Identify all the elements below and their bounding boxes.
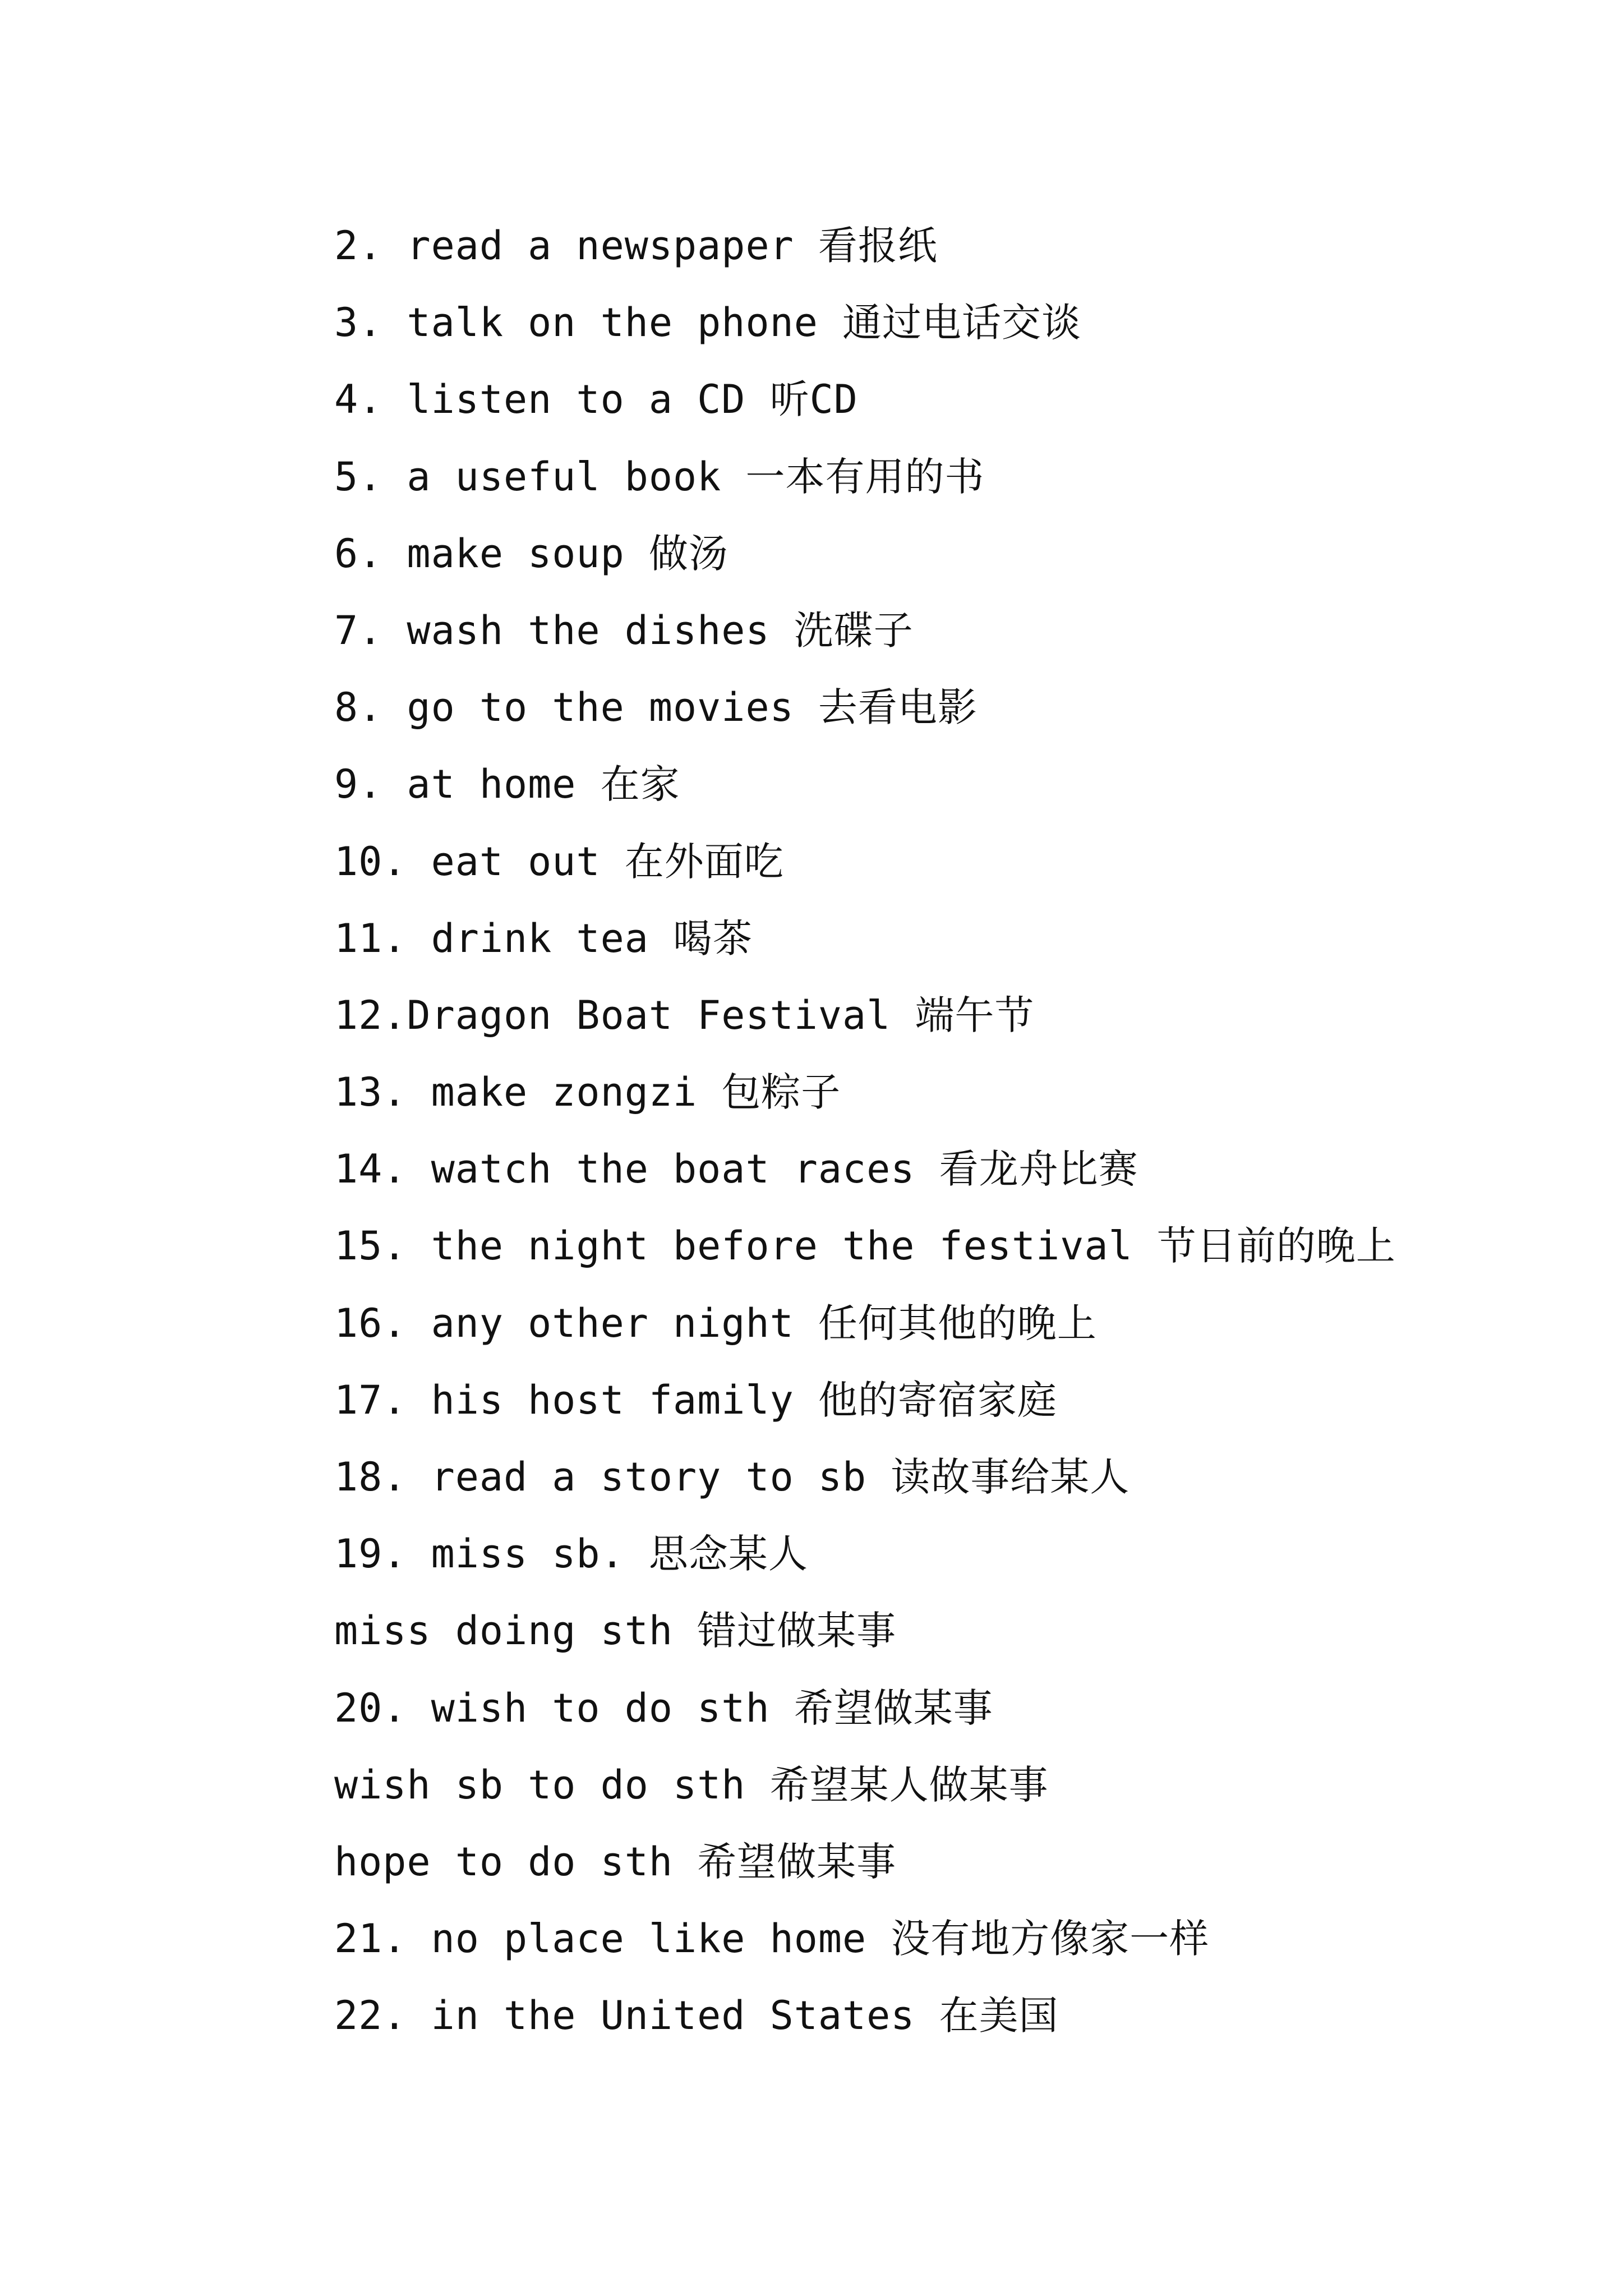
phrase-line: 2. read a newspaper 看报纸 <box>334 223 938 269</box>
phrase-line: 22. in the United States 在美国 <box>334 1993 1059 2039</box>
phrase-line: 10. eat out 在外面吃 <box>334 838 784 885</box>
phrase-line: 12.Dragon Boat Festival 端午节 <box>334 992 1035 1038</box>
phrase-line: 8. go to the movies 去看电影 <box>334 684 978 731</box>
phrase-line: 20. wish to do sth 希望做某事 <box>334 1685 993 1731</box>
phrase-line: 17. his host family 他的寄宿家庭 <box>334 1377 1057 1423</box>
phrase-line: hope to do sth 希望做某事 <box>334 1838 897 1885</box>
phrase-line: 16. any other night 任何其他的晚上 <box>334 1300 1097 1346</box>
phrase-line: 19. miss sb. 思念某人 <box>334 1531 808 1577</box>
phrase-line: 18. read a story to sb 读故事给某人 <box>334 1454 1130 1500</box>
phrase-line: 15. the night before the festival 节日前的晚上 <box>334 1223 1396 1269</box>
phrase-line: 11. drink tea 喝茶 <box>334 915 753 961</box>
phrase-line: 7. wash the dishes 洗碟子 <box>334 607 914 654</box>
phrase-line: 5. a useful book 一本有用的书 <box>334 453 985 500</box>
phrase-line: miss doing sth 错过做某事 <box>334 1608 897 1654</box>
phrase-line: 6. make soup 做汤 <box>334 530 728 577</box>
phrase-list <box>334 218 1396 2065</box>
phrase-line: 9. at home 在家 <box>334 761 680 808</box>
phrase-line: 14. watch the boat races 看龙舟比赛 <box>334 1146 1138 1193</box>
phrase-line: 13. make zongzi 包粽子 <box>334 1069 841 1116</box>
phrase-line: 3. talk on the phone 通过电话交谈 <box>334 300 1082 346</box>
phrase-line: 4. listen to a CD 听CD <box>334 376 858 423</box>
phrase-line: 21. no place like home 没有地方像家一样 <box>334 1916 1210 1962</box>
phrase-line: wish sb to do sth 希望某人做某事 <box>334 1761 1049 1808</box>
